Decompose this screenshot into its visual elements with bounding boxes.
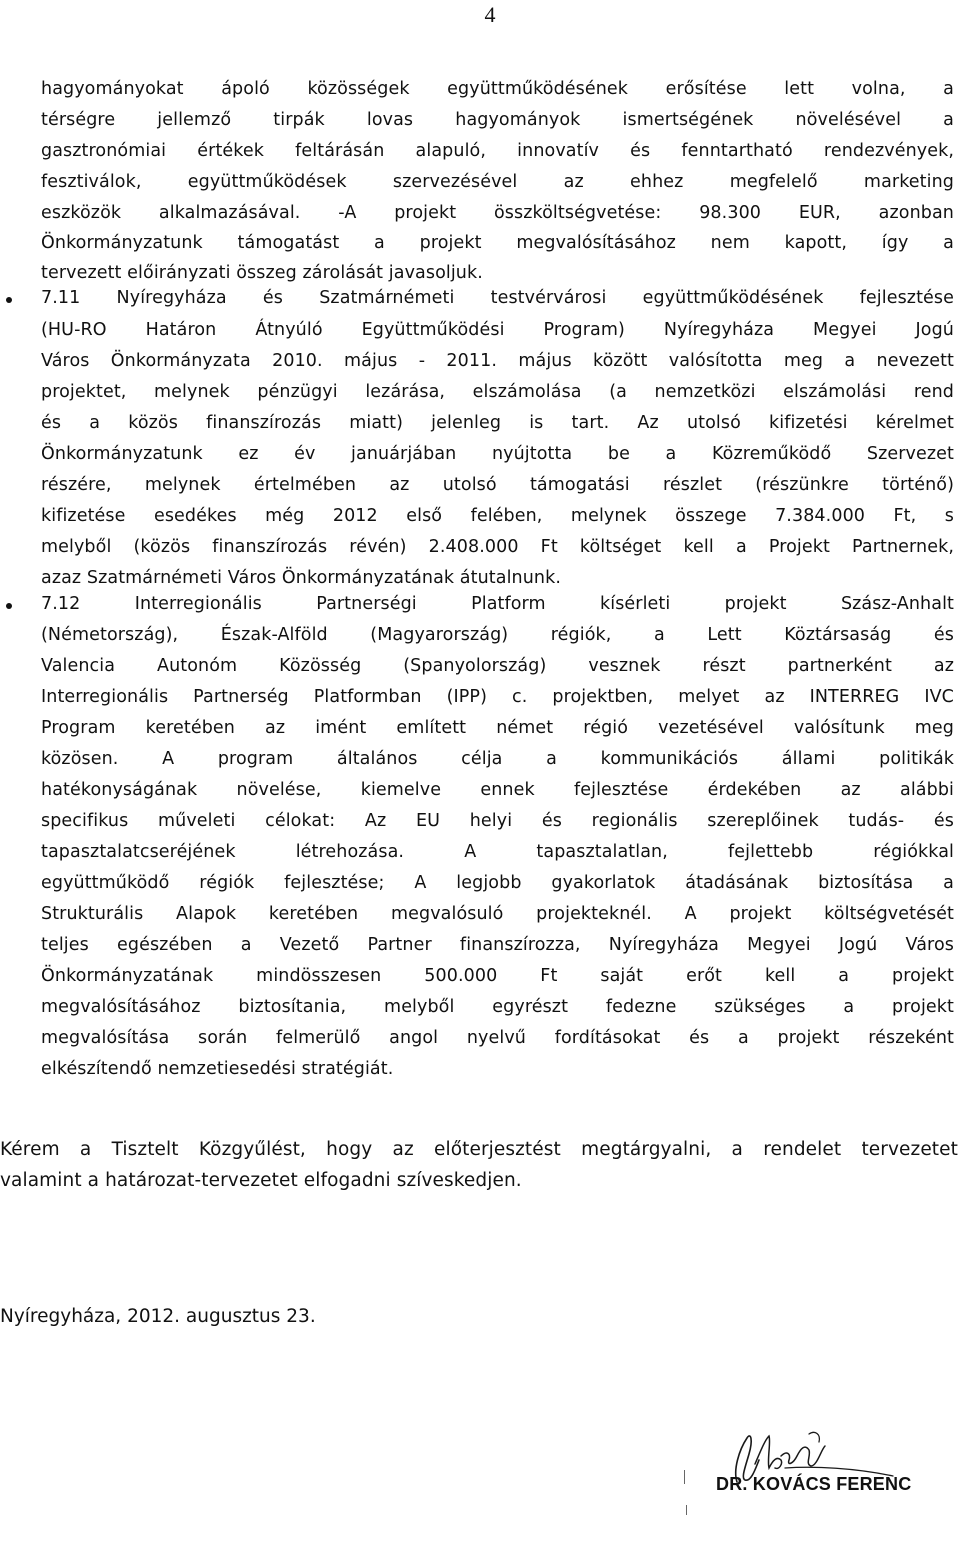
text-line: melyből (közös finanszírozás révén) 2.408.000 Ft költséget kell a Projekt Partnernek, bbox=[41, 537, 954, 557]
text-line: Interregionális Partnerség Platformban (IPP) c. projektben, melyet az INTERREG IVC bbox=[41, 687, 954, 707]
text-line: és a közös finanszírozás miatt) jelenleg is tart. Az utolsó kifizetési kérelmet bbox=[41, 413, 954, 433]
margin-mark bbox=[686, 1505, 687, 1515]
text-line: gasztronómiai értékek feltárásán alapuló, innovatív és fenntartható rendezvények, bbox=[41, 141, 954, 161]
text-line: teljes egészében a Vezető Partner finanszírozza, Nyíregyháza Megyei Jogú Város bbox=[41, 935, 954, 955]
text-line: Strukturális Alapok keretében megvalósuló projekteknél. A projekt költségvetését bbox=[41, 904, 954, 924]
text-line: kifizetése esedékes még 2012 első felében, melynek összege 7.384.000 Ft, s bbox=[41, 506, 954, 526]
text-line: tervezett előirányzati összeg zárolását javasoljuk. bbox=[41, 263, 483, 283]
text-line: megvalósításához biztosítania, melyből egyrészt fedezne szükséges a projekt bbox=[41, 997, 954, 1017]
text-line: elkészítendő nemzetiesedési stratégiát. bbox=[41, 1059, 394, 1079]
bullet-icon bbox=[6, 297, 12, 303]
text-line: Önkormányzatának mindösszesen 500.000 Ft saját erőt kell a projekt bbox=[41, 966, 954, 986]
text-line: tapasztalatcseréjének létrehozása. A tapasztalatlan, fejlettebb régiókkal bbox=[41, 842, 954, 862]
signer-name: DR. KOVÁCS FERENC bbox=[716, 1474, 912, 1494]
text-line: valamint a határozat-tervezetet elfogadni szíveskedjen. bbox=[0, 1170, 522, 1191]
page-number: 4 bbox=[484, 2, 496, 27]
text-line: hatékonyságának növelése, kiemelve ennek fejlesztése érdekében az alábbi bbox=[41, 780, 954, 800]
text-line: Kérem a Tisztelt Közgyűlést, hogy az előterjesztést megtárgyalni, a rendelet tervezetet bbox=[0, 1139, 958, 1160]
text-line: Város Önkormányzata 2010. május - 2011. május között valósította meg a nevezett bbox=[41, 351, 954, 371]
margin-mark bbox=[684, 1470, 685, 1484]
text-line: projektet, melynek pénzügyi lezárása, elszámolása (a nemzetközi elszámolási rend bbox=[41, 382, 954, 402]
text-line: részére, melynek értelmében az utolsó támogatási részlet (részünkre történő) bbox=[41, 475, 954, 495]
text-line: fesztiválok, együttműködések szervezésével az ehhez megfelelő marketing bbox=[41, 172, 954, 192]
text-line: térségre jellemző tirpák lovas hagyományok ismertségének növelésével a bbox=[41, 110, 954, 130]
text-line: közösen. A program általános célja a kommunikációs állami politikák bbox=[41, 749, 954, 769]
text-line: együttműködő régiók fejlesztése; A legjobb gyakorlatok átadásának biztosítása a bbox=[41, 873, 954, 893]
text-line: 7.12 Interregionális Partnerségi Platform kísérleti projekt Szász-Anhalt bbox=[41, 594, 954, 614]
text-line: (HU-RO Határon Átnyúló Együttműködési Program) Nyíregyháza Megyei Jogú bbox=[41, 320, 954, 340]
text-line: specifikus műveleti célokat: Az EU helyi és regionális szereplőinek tudás- és bbox=[41, 811, 954, 831]
bullet-icon bbox=[6, 603, 12, 609]
text-line: 7.11 Nyíregyháza és Szatmárnémeti testvérvárosi együttműködésének fejlesztése bbox=[41, 288, 954, 308]
text-line: hagyományokat ápoló közösségek együttműködésének erősítése lett volna, a bbox=[41, 79, 954, 99]
text-line: azaz Szatmárnémeti Város Önkormányzatának átutalnunk. bbox=[41, 568, 562, 588]
text-line: Valencia Autonóm Közösség (Spanyolország) vesznek részt partnerként az bbox=[41, 656, 954, 676]
place-and-date: Nyíregyháza, 2012. augusztus 23. bbox=[0, 1306, 316, 1327]
text-line: eszközök alkalmazásával. -A projekt összköltségvetése: 98.300 EUR, azonban bbox=[41, 203, 954, 223]
text-line: megvalósítása során felmerülő angol nyelvű fordításokat és a projekt részeként bbox=[41, 1028, 954, 1048]
text-line: Program keretében az imént említett német régió vezetésével valósítunk meg bbox=[41, 718, 954, 738]
text-line: (Németország), Észak-Alföld (Magyarország) régiók, a Lett Köztársaság és bbox=[41, 625, 954, 645]
text-line: Önkormányzatunk ez év januárjában nyújtotta be a Közreműködő Szervezet bbox=[41, 444, 954, 464]
text-line: Önkormányzatunk támogatást a projekt megvalósításához nem kapott, így a bbox=[41, 233, 954, 253]
